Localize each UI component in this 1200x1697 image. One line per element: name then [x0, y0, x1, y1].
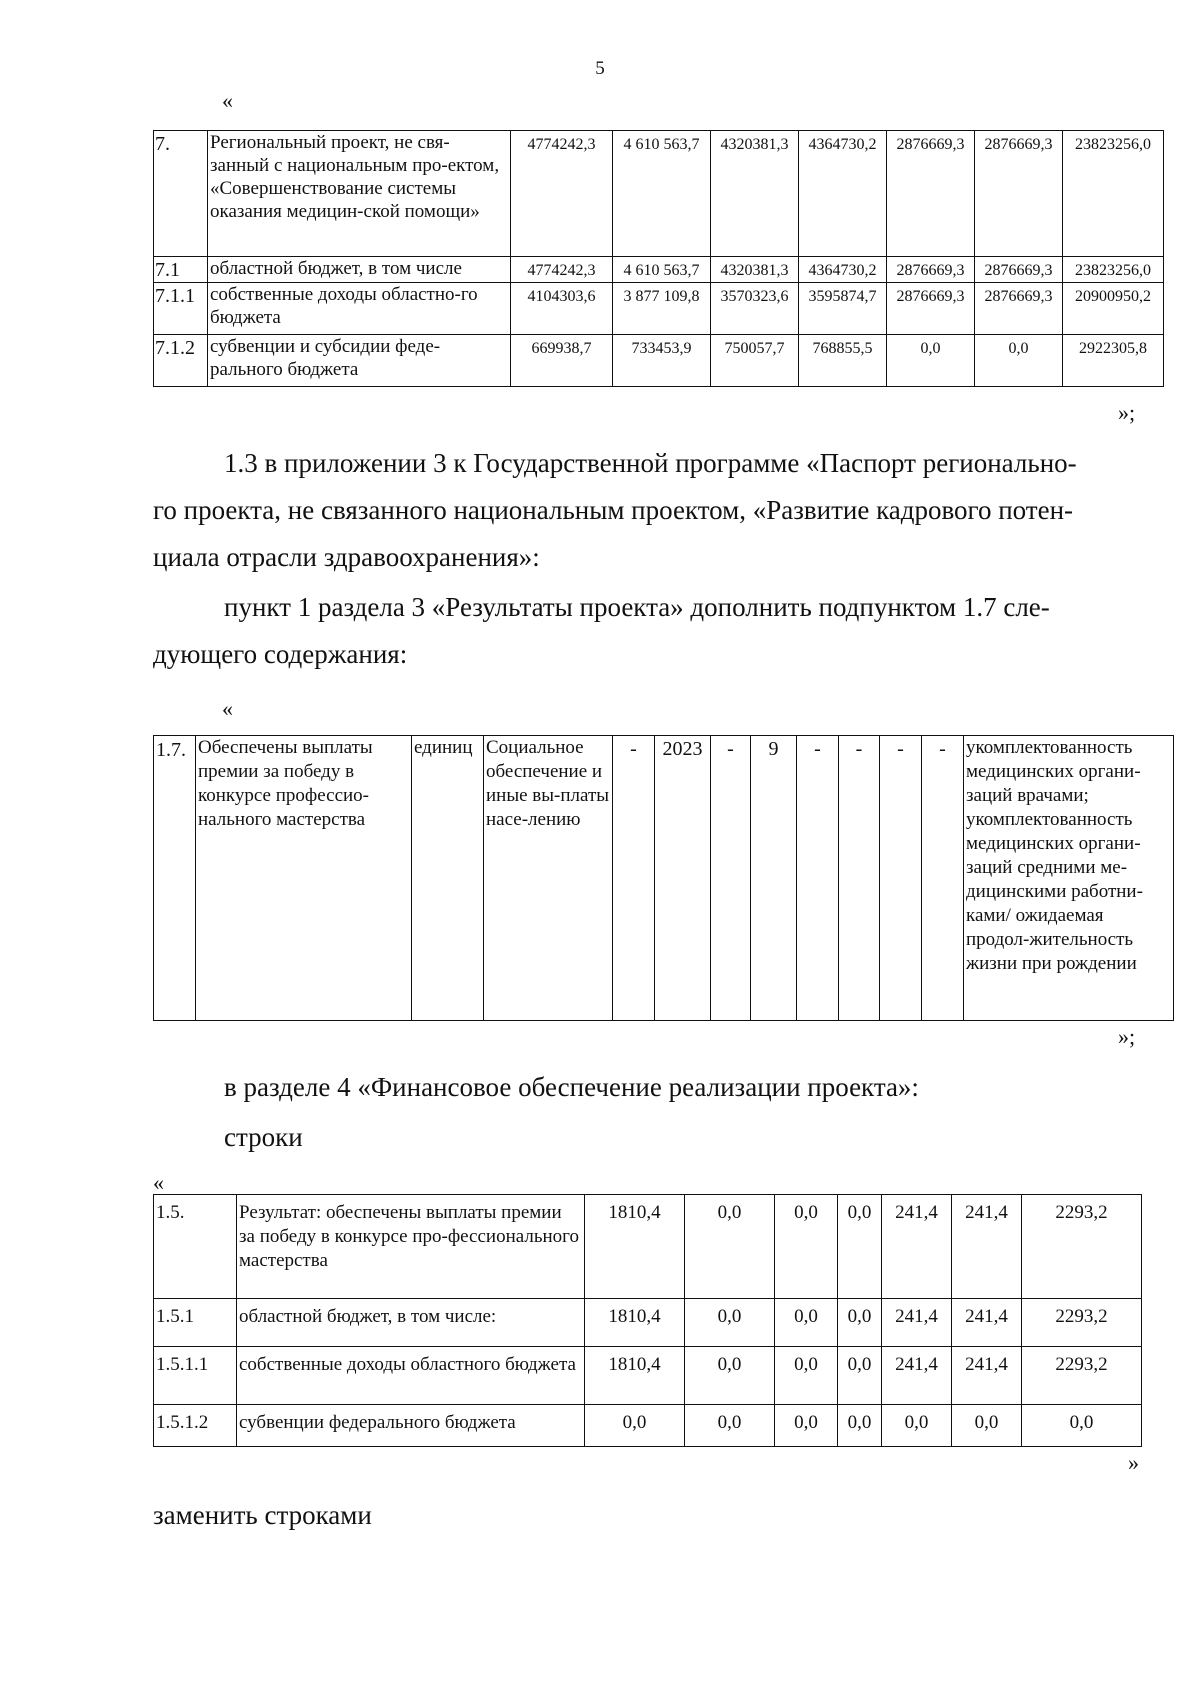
close-quote: »; — [1118, 1024, 1136, 1049]
value-cell: 0,0 — [1022, 1405, 1142, 1447]
value-cell: 0,0 — [685, 1299, 775, 1347]
value-cell: 3570323,6 — [711, 283, 799, 335]
value-cell: 1810,4 — [585, 1299, 685, 1347]
value-cell: 3 877 109,8 — [613, 283, 711, 335]
year-cell: 2023 — [655, 736, 711, 1021]
table-project-result — [153, 735, 1174, 1021]
value-cell: 0,0 — [775, 1195, 838, 1299]
table-row — [154, 1195, 1142, 1299]
value-cell: 0,0 — [685, 1405, 775, 1447]
value-cell: - — [711, 736, 751, 1021]
page-number: 5 — [595, 58, 605, 79]
value-cell: - — [797, 736, 839, 1021]
row-code: 7.1.2 — [154, 335, 208, 387]
value-cell: 768855,5 — [799, 335, 887, 387]
value-cell: 4774242,3 — [511, 131, 613, 257]
open-quote: « — [153, 1170, 164, 1195]
table-financing-rows — [153, 1194, 1142, 1447]
paragraph-line: строки — [224, 1122, 303, 1152]
value-cell: 4 610 563,7 — [613, 131, 711, 257]
value-cell: 241,4 — [952, 1347, 1022, 1405]
value-cell: 0,0 — [775, 1405, 838, 1447]
close-quote: » — [1128, 1450, 1139, 1475]
row-code: 1.7. — [154, 736, 196, 1021]
value-cell: 0,0 — [685, 1347, 775, 1405]
value-cell: 23823256,0 — [1063, 257, 1164, 283]
open-quote: « — [222, 88, 233, 113]
value-cell: 750057,7 — [711, 335, 799, 387]
row-label: собственные доходы областно-го бюджета — [208, 283, 511, 335]
value-cell: 4364730,2 — [799, 131, 887, 257]
row-label: собственные доходы областного бюджета — [237, 1347, 585, 1405]
paragraph-line: в разделе 4 «Финансовое обеспечение реализации проекта»: — [224, 1072, 919, 1102]
value-cell: 4320381,3 — [711, 257, 799, 283]
value-cell: 0,0 — [838, 1405, 882, 1447]
paragraph-line: циала отрасли здравоохранения»: — [153, 542, 540, 572]
value-cell: 4364730,2 — [799, 257, 887, 283]
value-cell: 0,0 — [775, 1299, 838, 1347]
table-row — [154, 131, 1164, 257]
value-cell: 0,0 — [685, 1195, 775, 1299]
value-cell: 2293,2 — [1022, 1195, 1142, 1299]
value-cell: 669938,7 — [511, 335, 613, 387]
indicators-cell: укомплектованность медицинских органи-заций врачами; укомплектованность медицинских органи-заций средними ме-дицинскими работни-ками/ ожидаемая продол-жительность жизни при рождении — [964, 736, 1174, 1021]
close-quote: »; — [1118, 400, 1136, 425]
value-cell: 241,4 — [882, 1299, 952, 1347]
row-code: 1.5.1 — [154, 1299, 237, 1347]
table-row — [154, 283, 1164, 335]
row-code: 1.5.1.1 — [154, 1347, 237, 1405]
value-cell: 4774242,3 — [511, 257, 613, 283]
value-cell: 0,0 — [887, 335, 975, 387]
value-cell: 2922305,8 — [1063, 335, 1164, 387]
value-cell: 2876669,3 — [887, 257, 975, 283]
table-row — [154, 335, 1164, 387]
value-cell: 0,0 — [838, 1195, 882, 1299]
value-cell: 241,4 — [952, 1299, 1022, 1347]
value-cell: 2293,2 — [1022, 1347, 1142, 1405]
row-label: субвенции федерального бюджета — [237, 1405, 585, 1447]
value-cell: 20900950,2 — [1063, 283, 1164, 335]
row-code: 1.5. — [154, 1195, 237, 1299]
value-cell: 0,0 — [975, 335, 1063, 387]
paragraph-line: го проекта, не связанного национальным проектом, «Развитие кадрового потен- — [153, 495, 1074, 525]
value-cell: - — [880, 736, 922, 1021]
value-cell: 241,4 — [882, 1347, 952, 1405]
row-label: областной бюджет, в том числе — [208, 257, 511, 283]
value-cell: - — [613, 736, 655, 1021]
row-label: Региональный проект, не свя-занный с национальным про-ектом, «Совершенствование системы оказания медицин-ской помощи» — [208, 131, 511, 257]
table-row — [154, 736, 1174, 1021]
table-row — [154, 1347, 1142, 1405]
row-label: областной бюджет, в том числе: — [237, 1299, 585, 1347]
value-cell: 0,0 — [952, 1405, 1022, 1447]
row-code: 7.1 — [154, 257, 208, 283]
value-cell: 2876669,3 — [887, 283, 975, 335]
row-code: 1.5.1.2 — [154, 1405, 237, 1447]
table-row — [154, 257, 1164, 283]
value-cell: 2293,2 — [1022, 1299, 1142, 1347]
value-cell: 2876669,3 — [975, 131, 1063, 257]
open-quote: « — [222, 696, 233, 721]
value-cell: 4320381,3 — [711, 131, 799, 257]
row-label: Результат: обеспечены выплаты премии за победу в конкурсе про-фессионального мастерства — [237, 1195, 585, 1299]
value-cell: 241,4 — [882, 1195, 952, 1299]
value-cell: 4104303,6 — [511, 283, 613, 335]
value-cell: 1810,4 — [585, 1195, 685, 1299]
value-cell: 2876669,3 — [975, 257, 1063, 283]
table-row — [154, 1299, 1142, 1347]
result-label: Обеспечены выплаты премии за победу в конкурсе профессио-нального мастерства — [196, 736, 412, 1021]
value-cell: 0,0 — [775, 1347, 838, 1405]
value-cell: 23823256,0 — [1063, 131, 1164, 257]
value-cell: 0,0 — [882, 1405, 952, 1447]
value-cell: 3595874,7 — [799, 283, 887, 335]
value-cell: 1810,4 — [585, 1347, 685, 1405]
row-code: 7. — [154, 131, 208, 257]
paragraph-line: дующего содержания: — [153, 639, 408, 669]
paragraph-line: пункт 1 раздела 3 «Результаты проекта» дополнить подпунктом 1.7 сле- — [224, 592, 1050, 622]
value-cell: - — [922, 736, 964, 1021]
unit-cell: единиц — [412, 736, 484, 1021]
table-regional-project-financing — [153, 130, 1164, 387]
value-cell: 241,4 — [952, 1195, 1022, 1299]
row-code: 7.1.1 — [154, 283, 208, 335]
value-cell: 0,0 — [838, 1299, 882, 1347]
paragraph-line: 1.3 в приложении 3 к Государственной программе «Паспорт регионально- — [224, 448, 1077, 478]
type-cell: Социальное обеспечение и иные вы-платы насе-лению — [484, 736, 613, 1021]
value-cell: - — [839, 736, 880, 1021]
value-cell: 2876669,3 — [975, 283, 1063, 335]
value-cell: 733453,9 — [613, 335, 711, 387]
paragraph-line: заменить строками — [153, 1500, 372, 1530]
value-cell: 4 610 563,7 — [613, 257, 711, 283]
table-row — [154, 1405, 1142, 1447]
value-cell: 9 — [751, 736, 797, 1021]
value-cell: 0,0 — [838, 1347, 882, 1405]
value-cell: 0,0 — [585, 1405, 685, 1447]
value-cell: 2876669,3 — [887, 131, 975, 257]
row-label: субвенции и субсидии феде-рального бюджета — [208, 335, 511, 387]
